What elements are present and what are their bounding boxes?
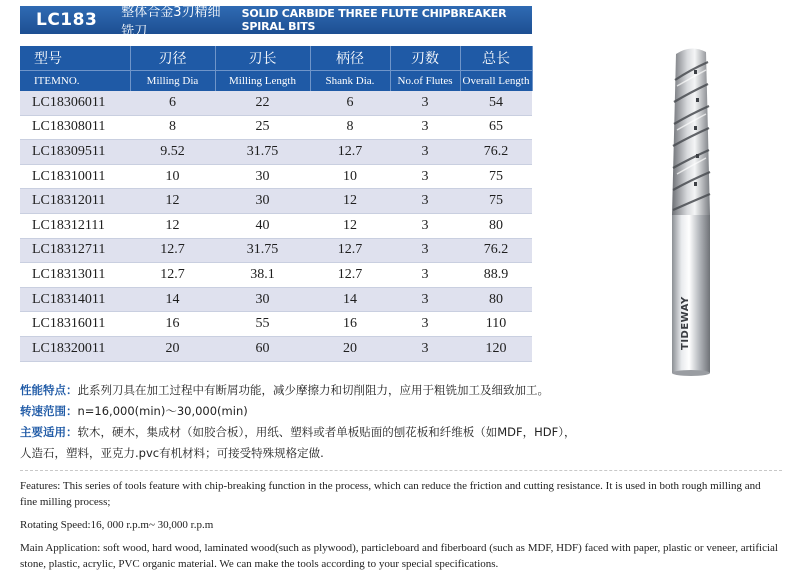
item-no-cell: LC18313011 [20,263,130,288]
table-row [20,336,532,361]
application-cn-line2 [20,443,680,464]
col-header-overall-cn: 总长 [460,46,532,71]
header-row-en [20,71,532,92]
product-header [20,5,532,39]
milling-dia-cell: 12 [130,189,215,214]
milling-length-cell: 30 [215,164,310,189]
overall-length-cell: 80 [460,213,532,238]
col-header-dia-en: Milling Dia [130,71,215,92]
milling-length-cell: 31.75 [215,238,310,263]
milling-length-cell: 30 [215,189,310,214]
table-row [20,238,532,263]
item-no-cell: LC18312711 [20,238,130,263]
table-row [20,140,532,165]
shank-dia-cell: 8 [310,115,390,140]
milling-dia-cell: 12.7 [130,263,215,288]
milling-dia-cell: 12 [130,213,215,238]
milling-length-cell: 55 [215,312,310,337]
spec-table [20,46,533,362]
shank-dia-cell: 14 [310,287,390,312]
table-row [20,213,532,238]
col-header-length-cn: 刃长 [215,46,310,71]
spiral-bit-icon [650,40,730,380]
milling-length-cell: 38.1 [215,263,310,288]
application-en: Main Application: soft wood, hard wood, laminated wood(such as plywood), particleboard and fiberboard (such as MDF, HDF) faced with paper, plastic or veneer, artificial stone, plastic, acrylic, PVC organic material. We can make the tools according to your special specifications. [20,542,778,570]
section-divider [20,470,782,471]
notes-en [20,478,780,579]
item-no-cell: LC18308011 [20,115,130,140]
milling-dia-cell: 6 [130,91,215,115]
overall-length-cell: 88.9 [460,263,532,288]
overall-length-cell: 75 [460,189,532,214]
overall-length-cell: 65 [460,115,532,140]
milling-dia-cell: 20 [130,336,215,361]
flutes-cell: 3 [390,91,460,115]
table-row [20,91,532,115]
product-code: LC183 [36,10,98,30]
brand-label: TIDEWAY [680,296,691,350]
application-text-cn-1: 软木，硬木，集成材（如胶合板），用纸、塑料或者单板贴面的刨花板和纤维板（如MDF，HDF）， [77,425,576,439]
spec-table-body [20,91,532,361]
table-row [20,189,532,214]
flutes-cell: 3 [390,336,460,361]
header-row-cn [20,46,532,71]
flutes-cell: 3 [390,312,460,337]
milling-dia-cell: 8 [130,115,215,140]
milling-dia-cell: 14 [130,287,215,312]
item-no-cell: LC18316011 [20,312,130,337]
shank-dia-cell: 16 [310,312,390,337]
col-header-shank-en: Shank Dia. [310,71,390,92]
flutes-cell: 3 [390,287,460,312]
overall-length-cell: 54 [460,91,532,115]
milling-length-cell: 25 [215,115,310,140]
item-no-cell: LC18309511 [20,140,130,165]
overall-length-cell: 120 [460,336,532,361]
flutes-cell: 3 [390,164,460,189]
milling-dia-cell: 10 [130,164,215,189]
features-cn [20,380,680,401]
overall-length-cell: 80 [460,287,532,312]
milling-length-cell: 60 [215,336,310,361]
col-header-flutes-en: No.of Flutes [390,71,460,92]
item-no-cell: LC18314011 [20,287,130,312]
col-header-flutes-cn: 刃数 [390,46,460,71]
flutes-cell: 3 [390,115,460,140]
shank-dia-cell: 6 [310,91,390,115]
item-no-cell: LC18320011 [20,336,130,361]
shank-dia-cell: 12 [310,213,390,238]
milling-length-cell: 31.75 [215,140,310,165]
product-title-cn: 整体合金3刃精细铣刀 [121,5,221,39]
features-text-cn: 此系列刀具在加工过程中有断屑功能，减少摩擦力和切削阻力，应用于粗铣加工及细致加工。 [77,383,549,397]
col-header-dia-cn: 刃径 [130,46,215,71]
col-header-length-en: Milling Length [215,71,310,92]
shank-dia-cell: 12.7 [310,140,390,165]
overall-length-cell: 76.2 [460,140,532,165]
speed-text-cn: n=16,000(min)～30,000(min) [77,404,248,418]
milling-length-cell: 30 [215,287,310,312]
shank-dia-cell: 12 [310,189,390,214]
col-header-item-en: ITEMNO. [20,71,130,92]
notes-cn [20,380,680,464]
flutes-cell: 3 [390,189,460,214]
overall-length-cell: 110 [460,312,532,337]
flutes-cell: 3 [390,238,460,263]
item-no-cell: LC18310011 [20,164,130,189]
shank-dia-cell: 10 [310,164,390,189]
table-row [20,164,532,189]
milling-dia-cell: 9.52 [130,140,215,165]
tool-image [650,40,730,380]
speed-en: Rotating Speed:16, 000 r.p.m~ 30,000 r.p.m [20,519,214,531]
product-title-en: SOLID CARBIDE THREE FLUTE CHIPBREAKER SPIRAL BITS [241,7,507,33]
features-en: Features: This series of tools feature with chip-breaking function in the process, which can reduce the friction and cutting resistance. It is used in both rough milling and fine milling process; [20,480,761,508]
flutes-cell: 3 [390,263,460,288]
item-no-cell: LC18312011 [20,189,130,214]
application-cn [20,422,680,443]
milling-length-cell: 40 [215,213,310,238]
table-row [20,312,532,337]
speed-cn [20,401,680,422]
col-header-overall-en: Overall Length [460,71,532,92]
milling-dia-cell: 12.7 [130,238,215,263]
milling-dia-cell: 16 [130,312,215,337]
table-row [20,263,532,288]
shank-dia-cell: 12.7 [310,263,390,288]
table-row [20,115,532,140]
table-row [20,287,532,312]
flutes-cell: 3 [390,213,460,238]
shank-dia-cell: 12.7 [310,238,390,263]
item-no-cell: LC18306011 [20,91,130,115]
overall-length-cell: 76.2 [460,238,532,263]
application-text-cn-2: 人造石，塑料，亚克力.pvc有机材料；可接受特殊规格定做. [20,446,324,460]
overall-length-cell: 75 [460,164,532,189]
features-label: 性能特点： [20,383,78,397]
application-label: 主要适用： [20,425,78,439]
shank-dia-cell: 20 [310,336,390,361]
item-no-cell: LC18312111 [20,213,130,238]
col-header-item-cn: 型号 [20,46,130,71]
flutes-cell: 3 [390,140,460,165]
col-header-shank-cn: 柄径 [310,46,390,71]
milling-length-cell: 22 [215,91,310,115]
speed-label: 转速范围： [20,404,78,418]
